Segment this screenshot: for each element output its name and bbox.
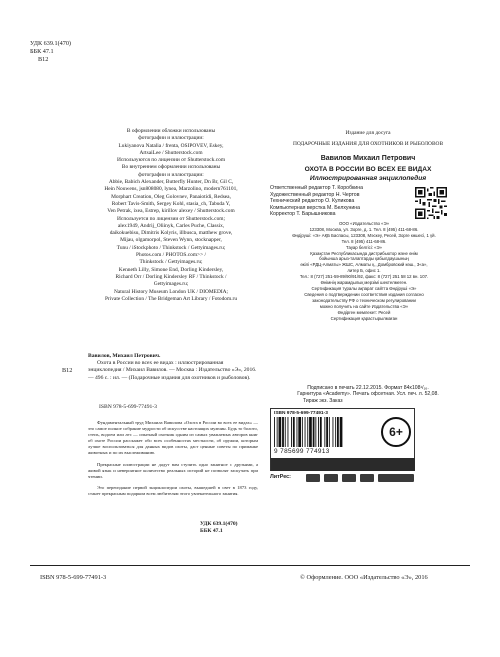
credit-line: Private Collection / The Bridgeman Art Library / Fotodom.ru [104, 295, 238, 302]
barcode-bar [318, 417, 319, 447]
card-description: Охота в России во всех ее видах : иллюстрированная энциклопедия / Михаил Вавилов. — Москва : Издательство «Э», 2016. — 496 с. : ил. — (Подарочные издания для охотников и рыболовов). [88, 360, 257, 381]
author-name: Вавилов Михаил Петрович [320, 155, 416, 162]
header-codes [30, 40, 71, 65]
barcode-block [270, 408, 415, 471]
card-udk: УДК 639.1(470) [200, 521, 238, 527]
credit-line: Tunu / iStockphoto / Thinkstock / Gettyimages.ru; [116, 244, 226, 251]
publisher-line: Тауар белгісі: «Э» [346, 244, 382, 250]
barcode-bar [335, 417, 336, 447]
publisher-info [278, 221, 450, 321]
publisher-line: өкілі «РДЦ-Алматы» ЖШС, Алматы қ., Домбровский көш., 3«а», [300, 262, 428, 268]
print-line: Тираж экз. Заказ [303, 397, 343, 404]
store-badge-icon [306, 474, 320, 482]
card-code: В12 [62, 367, 73, 374]
age-rating-badge: 6+ [381, 417, 411, 447]
card-codes [200, 521, 238, 535]
credit-line: Mijau, olgamorpol, Steven Wynn, stocknapper, [120, 237, 222, 244]
card-isbn: ISBN 978-5-699-77491-3 [99, 404, 157, 410]
publisher-line: Сведения о подтверждении соответствия издания согласно [304, 291, 424, 297]
barcode-bar [282, 417, 284, 447]
credit-line: Richard Orr / Dorling Kindersley RF / Thinkstock / [115, 273, 227, 280]
staff-line: Корректор Т. Барышникова [270, 211, 336, 218]
staff-list [270, 185, 420, 218]
barcode-bar [298, 417, 301, 447]
barcode-bar [309, 417, 312, 447]
qr-code-icon [415, 187, 447, 219]
footer-isbn: ISBN 978-5-699-77491-3 [40, 574, 107, 581]
footer-copyright: © Оформление. ООО «Издательство «Э», 2016 [300, 574, 428, 581]
credit-line: Photos.com / PHOTOS.com>> / [136, 252, 206, 259]
annotation [88, 420, 258, 502]
footer-rule [30, 565, 470, 566]
publisher-line: Өндірген мемлекет: Ресей [337, 309, 391, 315]
store-badge-icon [360, 474, 374, 482]
bbk-code: ББК 47.1 [30, 48, 54, 56]
store-badge-icon [324, 474, 338, 482]
credit-line: Gettyimages.ru; [153, 281, 189, 288]
publisher-line: Сертификация туралы ақпарат сайтта Өндіруші «Э» [311, 285, 417, 291]
barcode-bar [302, 417, 303, 447]
image-credits [86, 128, 256, 303]
book-code: В12 [38, 56, 49, 64]
barcode-bar [274, 417, 275, 447]
credit-line: Abbie, Babich Alexander, Butterfly Hunter, Dn Br, Gil C, [108, 179, 234, 186]
credit-line: Используются по лицензии от Shutterstock.com [116, 157, 226, 164]
barcode-bar [293, 417, 295, 447]
store-label: ЛитРес: [270, 474, 291, 480]
store-badge-icon [342, 474, 356, 482]
barcode-bar [313, 417, 315, 447]
udk-code: УДК 639.1(470) [30, 40, 71, 47]
series-name: ПОДАРОЧНЫЕ ИЗДАНИЯ ДЛЯ ОХОТНИКОВ И РЫБОЛОВОВ [292, 141, 444, 148]
credit-line: Во внутреннем оформлении использованы [121, 164, 221, 171]
imprint-header [268, 128, 468, 149]
credit-line: фотографии и иллюстрации: [138, 135, 204, 142]
credit-line: daikokuebisu, Dimitris Kolyris, illbusca, matthew grove, [109, 230, 233, 237]
library-card [88, 353, 258, 382]
annotation-paragraph: Фундаментальный труд Михаила Вавилова «Охота в России во всех ее видах» — это самое полное собрание мудрости об искусстве настоящих мужчин. Будь то болото, степь, водоем или лес — опытный охотник одним из самых уважаемых авторов книг об охоте России расскажет обо всех особенностях местности, об оружии, которым лучше воспользоваться для данных видов охоты, даст ценные советы по приманке животных и по их выслеживанию. [88, 420, 258, 456]
publisher-line: 123308, Москва, ул. Зорге, д. 1. Тел. 8 (495) 411-68-86. [309, 226, 419, 232]
credit-line: Hein Nouwens, jsn808080, lynea, Marzolino, modern761101, [104, 186, 238, 193]
publisher-line: законодательству РФ о техническом регулировании [312, 297, 416, 303]
barcode-bar [297, 417, 298, 447]
barcode-bar [337, 417, 339, 447]
card-bbk: ББК 47.1 [200, 528, 223, 534]
credit-line: Natural History Museum London UK / DIOMEDIA; [113, 288, 229, 295]
barcode-bar [324, 417, 325, 447]
barcode-icon [274, 417, 374, 447]
annotation-paragraph: Это переиздание первой энциклопедии охоты, вышедшей в свет в 1873 году, станет прекрасным подарком всем любителям этого увлекательного занятия. [88, 484, 258, 496]
credit-line: В оформлении обложки использованы [126, 128, 216, 134]
barcode-bar [288, 417, 289, 447]
publisher-line: Қазақстан Республикасында дистрибьютор және өнім [310, 250, 418, 256]
publisher-line: Өндіруші: «Э» АҚБ Баспасы, 123308, Мәскеу, Ресей, Зорге көшесі, 1 үй. [292, 232, 436, 238]
staff-line: Художественный редактор Н. Чертов [270, 191, 360, 198]
barcode-digits: 9 785699 774913 [274, 448, 330, 455]
credit-line: Robert Tavis-Smith, Sergey Kohl, stasia_ch, Tabuda Y, [111, 200, 231, 207]
publisher-line: ООО «Издательство «Э» [338, 221, 390, 226]
barcode-bar [326, 417, 328, 447]
barcode-bar [279, 417, 282, 447]
barcode-bar [305, 417, 306, 447]
store-badges [270, 474, 415, 483]
publisher-line: литер Б, офис 1. [347, 268, 381, 274]
book-subtitle: Иллюстрированная энциклопедия [309, 174, 427, 182]
store-badge-icon [378, 474, 414, 482]
credit-line: Используется по лицензии от Shutterstock.com; [117, 215, 225, 222]
print-line: Подписано в печать 22.12.2015. Формат 84x108¹/₁₆. [307, 385, 429, 391]
book-title-block [268, 166, 468, 183]
publisher-line: бойынша арыз-талаптарды қабылдаушының [319, 256, 409, 262]
credit-line: Kenneth Lilly, Simone End, Dorling Kindersley, [118, 266, 224, 273]
credit-line: Ven Petrak, ixea, Estrep, kirillov alexey / Shutterstock.com [107, 208, 235, 215]
barcode-bar [320, 417, 322, 447]
card-author: Вавилов, Михаил Петрович. [88, 353, 161, 359]
barcode-bar [315, 417, 316, 447]
barcode-bar [333, 417, 334, 447]
staff-line: Компьютерная верстка М. Белхунина [270, 204, 361, 211]
barcode-bar [329, 417, 330, 447]
credit-line: Thinkstock / Gettyimages.ru; [139, 259, 203, 266]
publisher-line: Тел.: 8 (727) 251-59-89/90/91/92, факс: 8 (727) 251 58 12 вн. 107. [299, 274, 429, 280]
book-title: ОХОТА В РОССИИ ВО ВСЕХ ЕЕ ВИДАХ [304, 166, 432, 173]
edition-note: Издание для досуга [345, 130, 391, 136]
print-line: Гарнитура «Academy». Печать офсетная. Усл. печ. л. 52,08. [297, 391, 439, 398]
barcode-bar [340, 417, 343, 447]
print-info [268, 385, 468, 404]
barcode-isbn: ISBN 978-5-699-77491-3 [274, 411, 328, 416]
credit-line: ArtsaiLee / Shutterstock.com [139, 149, 203, 156]
credit-line: Lukiyanova Natalia / frenta, OSIPOVEV, Eskey, [118, 142, 224, 149]
credit-line: фотографии и иллюстрации: [138, 171, 204, 178]
publisher-line: Тел. 8 (495) 411-68-86. [341, 238, 387, 244]
staff-line: Ответственный редактор Т. Коробкина [270, 185, 363, 191]
publisher-line: можно получить на сайте Издательства «Э» [319, 303, 409, 309]
credit-line: alex1949, Andrij_Oliinyk, Carles Puche, Classix, [117, 222, 225, 229]
annotation-paragraph: Прекрасные иллюстрации не дадут вам ступить одно занятное с друзьями, а живой язык и невероятное количество реальных историй не позволят заскучать при чтении. [88, 461, 258, 479]
publisher-line: Сертификация қарастырылмаған [330, 315, 398, 321]
barcode-bar [307, 417, 308, 447]
publisher-line: Өнімнің жарамдылық мерзімі шектелмеген. [320, 280, 408, 286]
barcode-bar [291, 417, 292, 447]
staff-line: Технический редактор О. Куликова [270, 198, 355, 205]
barcode-bar [285, 417, 286, 447]
barcode-bar [277, 417, 278, 447]
barcode-strip [271, 458, 415, 471]
credit-line: Morphart Creation, Oleg Golovnev, Panaiotidi, Redsea, [111, 193, 231, 200]
